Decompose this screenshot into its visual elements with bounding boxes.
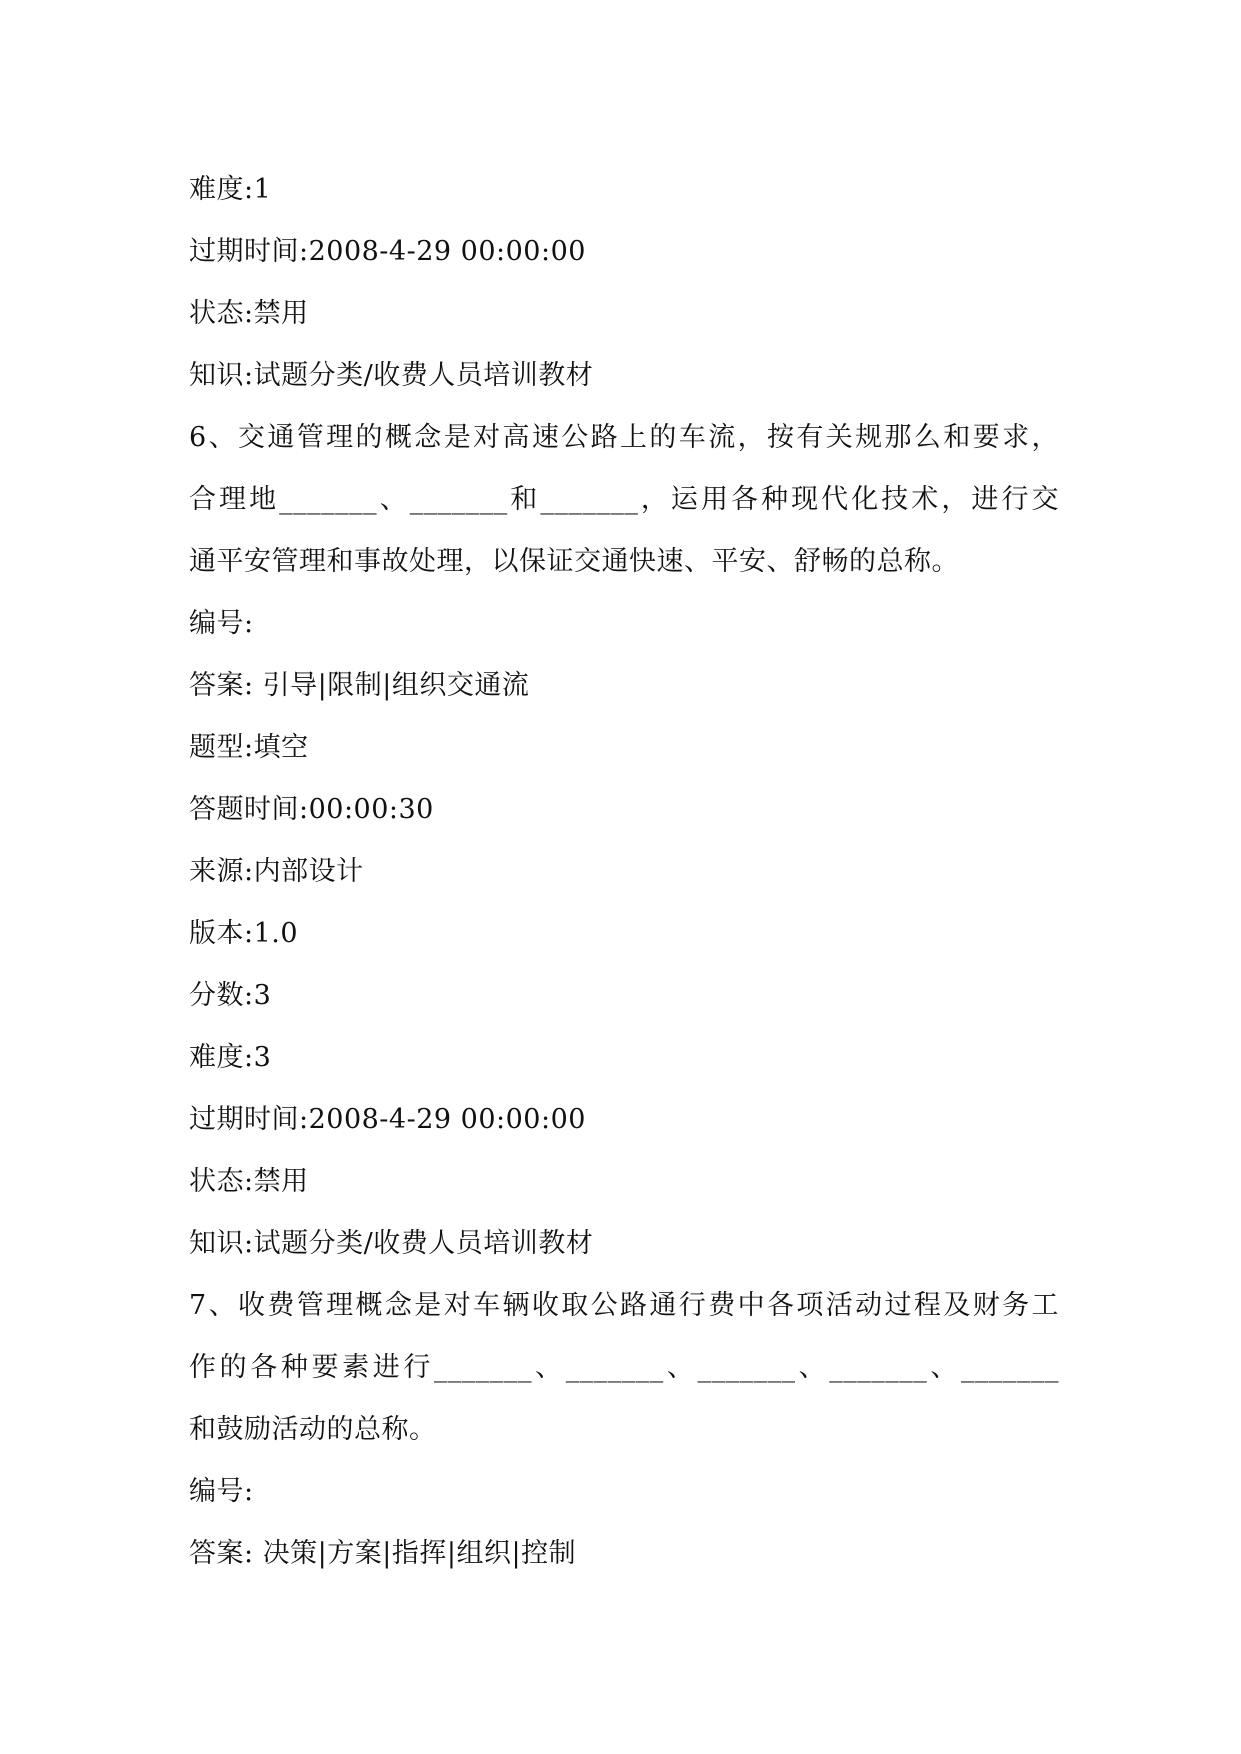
question-6-status: 状态:禁用 [189, 1166, 309, 1197]
question-6-text-line-1: 6、交通管理的概念是对高速公路上的车流，按有关规那么和要求， [189, 422, 1059, 453]
question-6-expire-time: 过期时间:2008-4-29 00:00:00 [189, 1104, 586, 1135]
question-7-text-line-3: 和鼓励活动的总称。 [189, 1414, 437, 1445]
question-7-text-line-2: 作的各种要素进行_______、_______、_______、_______、_______ [189, 1352, 1059, 1383]
question-6-number: 编号: [189, 608, 254, 639]
question-7-text-line-1: 7、收费管理概念是对车辆收取公路通行费中各项活动过程及财务工 [189, 1290, 1059, 1321]
question-6-answer-time: 答题时间:00:00:30 [189, 794, 434, 825]
question-7-number: 编号: [189, 1476, 254, 1507]
question-6-text-line-3: 通平安管理和事故处理，以保证交通快速、平安、舒畅的总称。 [189, 546, 959, 577]
question-6-version: 版本:1.0 [189, 918, 299, 949]
question-6-knowledge: 知识:试题分类/收费人员培训教材 [189, 1228, 594, 1259]
knowledge-field: 知识:试题分类/收费人员培训教材 [189, 360, 594, 391]
status-field: 状态:禁用 [189, 298, 309, 329]
expire-time-field: 过期时间:2008-4-29 00:00:00 [189, 236, 586, 267]
question-6-text-line-2: 合理地_______、_______和_______，运用各种现代化技术，进行交 [189, 484, 1059, 515]
question-6-difficulty: 难度:3 [189, 1042, 272, 1073]
question-6-answer: 答案: 引导|限制|组织交通流 [189, 670, 530, 701]
question-6-type: 题型:填空 [189, 732, 309, 763]
question-6-source: 来源:内部设计 [189, 856, 364, 887]
difficulty-field: 难度:1 [189, 174, 272, 205]
question-6-score: 分数:3 [189, 980, 272, 1011]
question-7-answer: 答案: 决策|方案|指挥|组织|控制 [189, 1538, 577, 1569]
